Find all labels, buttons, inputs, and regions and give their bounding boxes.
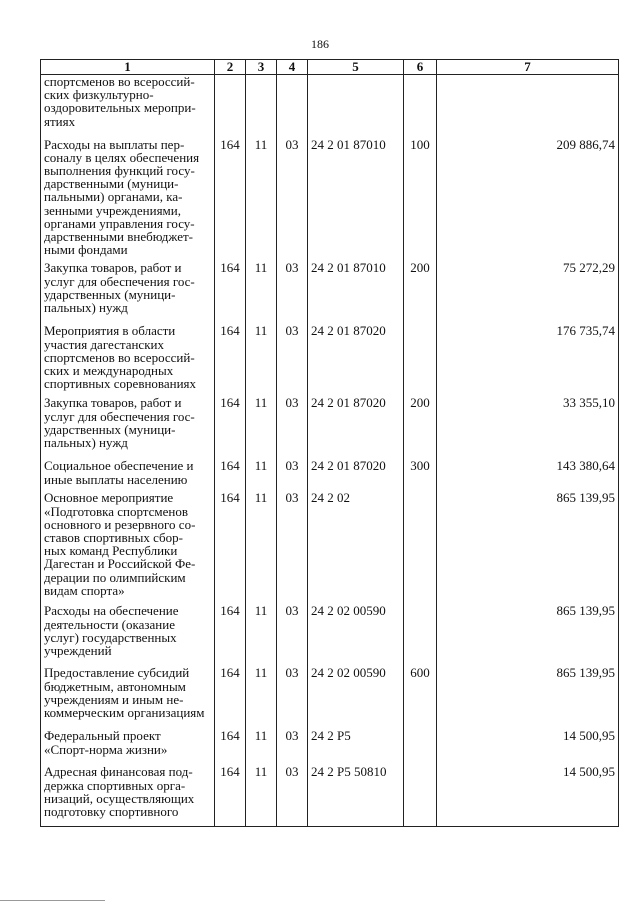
cell-code-4: 03 [277,760,308,826]
cell-amount: 143 380,64 [437,454,619,486]
cell-code-5 [308,75,404,133]
cell-code-2: 164 [215,599,246,661]
table-row [41,319,619,391]
cell-code-2: 164 [215,391,246,454]
cell-code-2: 164 [215,319,246,391]
cell-code-5: 24 2 01 87020 [308,319,404,391]
cell-code-3: 11 [246,319,277,391]
cell-code-6 [404,75,437,133]
table-row [41,724,619,760]
row-name: Федеральный проект «Спорт-норма жизни» [41,724,215,760]
cell-amount: 865 139,95 [437,661,619,724]
cell-code-4: 03 [277,454,308,486]
cell-code-2: 164 [215,486,246,599]
table-row [41,391,619,454]
cell-code-5: 24 2 P5 50810 [308,760,404,826]
cell-code-6 [404,724,437,760]
row-name: Мероприятия в области участия дагестанских спортсменов во всероссий- ских и международных спортивных соревнованиях [41,319,215,391]
cell-code-5: 24 2 02 00590 [308,661,404,724]
cell-amount: 14 500,95 [437,724,619,760]
cell-code-4: 03 [277,391,308,454]
cell-code-3: 11 [246,133,277,257]
cell-code-3: 11 [246,599,277,661]
cell-amount: 14 500,95 [437,760,619,826]
table-row [41,760,619,826]
cell-code-6 [404,760,437,826]
cell-amount: 865 139,95 [437,599,619,661]
table-row [41,75,619,133]
footer-line [0,900,105,901]
column-header: 7 [437,60,619,75]
header-row [41,60,619,75]
cell-code-4: 03 [277,319,308,391]
cell-code-6 [404,486,437,599]
cell-code-5: 24 2 02 [308,486,404,599]
column-header: 3 [246,60,277,75]
cell-code-5: 24 2 P5 [308,724,404,760]
cell-amount: 176 735,74 [437,319,619,391]
row-name: Закупка товаров, работ и услуг для обеспечения гос- ударственных (муници- пальных) нужд [41,256,215,319]
cell-code-3: 11 [246,454,277,486]
cell-code-2: 164 [215,133,246,257]
cell-amount: 33 355,10 [437,391,619,454]
column-header: 6 [404,60,437,75]
cell-code-3: 11 [246,661,277,724]
cell-code-2: 164 [215,661,246,724]
column-header: 5 [308,60,404,75]
row-name: Адресная финансовая под- держка спортивных орга- низаций, осуществляющих подготовку спортивного [41,760,215,826]
cell-amount: 209 886,74 [437,133,619,257]
cell-code-2: 164 [215,760,246,826]
budget-table [40,59,619,827]
column-header: 1 [41,60,215,75]
table-row [41,256,619,319]
row-name: спортсменов во всероссий- ских физкультурно- оздоровительных меропри- ятиях [41,75,215,133]
row-name: Закупка товаров, работ и услуг для обеспечения гос- ударственных (муници- пальных) нужд [41,391,215,454]
cell-code-3 [246,75,277,133]
cell-code-4 [277,75,308,133]
cell-code-5: 24 2 01 87010 [308,133,404,257]
table-row [41,486,619,599]
cell-code-6: 300 [404,454,437,486]
cell-amount: 865 139,95 [437,486,619,599]
cell-code-6 [404,319,437,391]
cell-amount [437,75,619,133]
table-row [41,661,619,724]
cell-code-3: 11 [246,486,277,599]
cell-code-2: 164 [215,724,246,760]
cell-code-3: 11 [246,256,277,319]
cell-code-3: 11 [246,760,277,826]
cell-code-6: 100 [404,133,437,257]
table-row [41,133,619,257]
cell-code-4: 03 [277,599,308,661]
page-number: 186 [311,37,329,51]
cell-code-2 [215,75,246,133]
cell-code-5: 24 2 01 87020 [308,391,404,454]
cell-code-5: 24 2 02 00590 [308,599,404,661]
cell-code-4: 03 [277,724,308,760]
row-name: Предоставление субсидий бюджетным, автономным учреждениям и иным не- коммерческим организациям [41,661,215,724]
row-name: Основное мероприятие «Подготовка спортсменов основного и резервного со- ставов спортивных сбор- ных команд Республики Дагестан и Российской Фе- дерации по олимпийским видам спорта» [41,486,215,599]
cell-code-6: 600 [404,661,437,724]
cell-code-2: 164 [215,454,246,486]
cell-code-3: 11 [246,391,277,454]
column-header: 2 [215,60,246,75]
row-name: Расходы на обеспечение деятельности (оказание услуг) государственных учреждений [41,599,215,661]
column-header: 4 [277,60,308,75]
cell-code-6 [404,599,437,661]
cell-code-2: 164 [215,256,246,319]
cell-amount: 75 272,29 [437,256,619,319]
cell-code-6: 200 [404,256,437,319]
row-name: Расходы на выплаты пер- соналу в целях обеспечения выполнения функций госу- дарственными (муници- пальными) органами, ка- зенными учреждениями, органами управления госу- дарственными внебюджет- ными фондами [41,133,215,257]
cell-code-4: 03 [277,661,308,724]
cell-code-6: 200 [404,391,437,454]
cell-code-4: 03 [277,486,308,599]
table-row [41,454,619,486]
row-name: Социальное обеспечение и иные выплаты населению [41,454,215,486]
table-row [41,599,619,661]
cell-code-3: 11 [246,724,277,760]
cell-code-5: 24 2 01 87020 [308,454,404,486]
cell-code-4: 03 [277,133,308,257]
cell-code-5: 24 2 01 87010 [308,256,404,319]
cell-code-4: 03 [277,256,308,319]
